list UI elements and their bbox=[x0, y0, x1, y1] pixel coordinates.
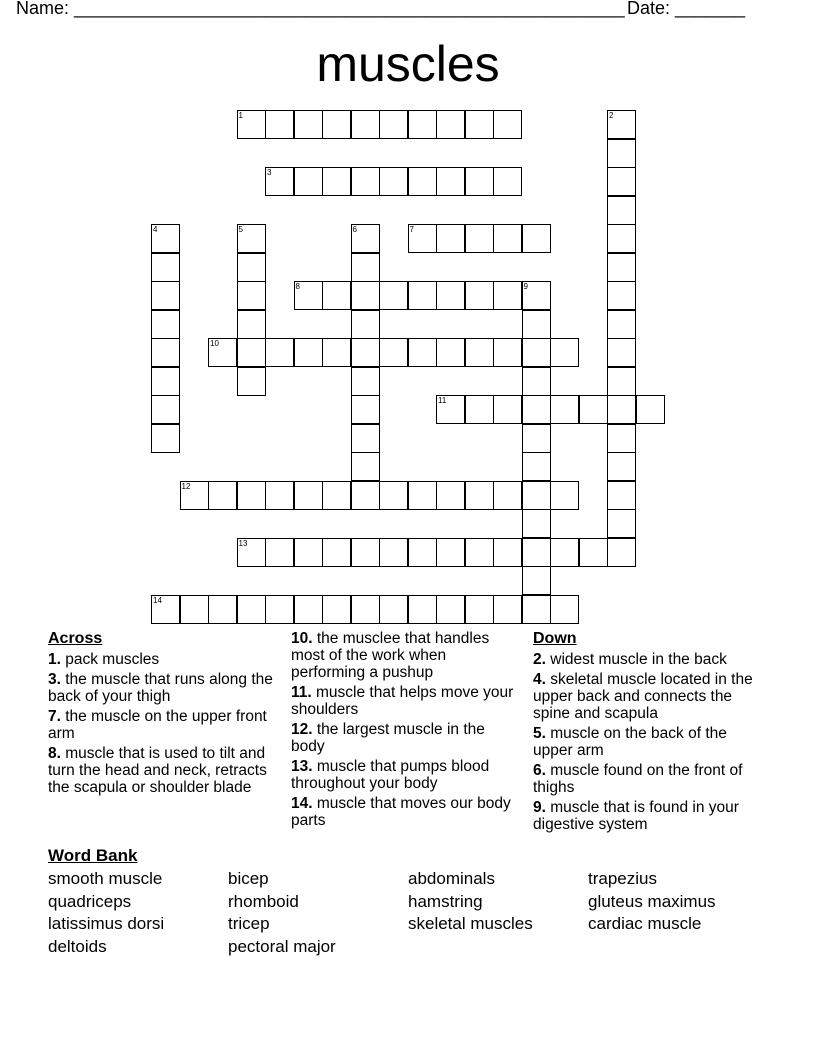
crossword-cell[interactable] bbox=[607, 509, 636, 538]
word-bank-item: rhomboid bbox=[228, 892, 299, 911]
crossword-cell[interactable] bbox=[493, 595, 522, 624]
across-heading: Across bbox=[48, 630, 103, 647]
clue-across-14: 14. muscle that moves our body parts bbox=[291, 795, 511, 829]
clue-down-2: 2. widest muscle in the back bbox=[533, 651, 727, 668]
crossword-cell[interactable] bbox=[265, 538, 294, 567]
crossword-cell[interactable] bbox=[265, 110, 294, 139]
crossword-cell[interactable] bbox=[265, 481, 294, 510]
crossword-cell[interactable] bbox=[579, 538, 608, 567]
crossword-cell[interactable] bbox=[550, 595, 579, 624]
crossword-cell[interactable] bbox=[208, 595, 237, 624]
word-bank-item: bicep bbox=[228, 869, 269, 888]
crossword-cell[interactable] bbox=[351, 595, 380, 624]
crossword-cell[interactable] bbox=[351, 424, 380, 453]
clue-number: 14 bbox=[153, 595, 162, 605]
crossword-cell[interactable] bbox=[607, 395, 636, 424]
clue-across-10: 10. the musclee that handles most of the work when performing a pushup bbox=[291, 630, 490, 681]
clue-number: 5 bbox=[238, 225, 243, 234]
crossword-cell[interactable] bbox=[493, 167, 522, 196]
clue-number: 11 bbox=[438, 396, 447, 405]
crossword-cell[interactable] bbox=[294, 538, 323, 567]
crossword-cell[interactable] bbox=[151, 310, 180, 339]
crossword-cell[interactable] bbox=[522, 481, 551, 510]
crossword-cell[interactable] bbox=[465, 595, 494, 624]
crossword-cell[interactable] bbox=[151, 424, 180, 453]
crossword-cell[interactable] bbox=[351, 367, 380, 396]
clue-down-4: 4. skeletal muscle located in the upper back and connects the spine and scapula bbox=[533, 671, 753, 722]
crossword-cell[interactable] bbox=[379, 338, 408, 367]
crossword-cell[interactable] bbox=[607, 310, 636, 339]
crossword-cell[interactable] bbox=[522, 224, 551, 253]
crossword-cell[interactable] bbox=[151, 224, 180, 253]
crossword-cell[interactable] bbox=[180, 481, 209, 510]
down-clues bbox=[533, 630, 758, 836]
word-bank-heading: Word Bank bbox=[48, 846, 138, 865]
crossword-cell[interactable] bbox=[436, 395, 465, 424]
word-bank-item: abdominals bbox=[408, 869, 495, 888]
crossword-cell[interactable] bbox=[208, 338, 237, 367]
clue-number: 8 bbox=[295, 282, 300, 291]
clue-number: 2 bbox=[609, 111, 614, 120]
crossword-cell[interactable] bbox=[265, 167, 294, 196]
crossword-cell[interactable] bbox=[294, 481, 323, 510]
crossword-cell[interactable] bbox=[408, 481, 437, 510]
crossword-cell[interactable] bbox=[607, 281, 636, 310]
crossword-cell[interactable] bbox=[351, 310, 380, 339]
crossword-cell[interactable] bbox=[493, 224, 522, 253]
crossword-cell[interactable] bbox=[522, 509, 551, 538]
crossword-cell[interactable] bbox=[379, 538, 408, 567]
crossword-cell[interactable] bbox=[465, 110, 494, 139]
clue-across-1: 1. pack muscles bbox=[48, 651, 160, 668]
crossword-cell[interactable] bbox=[522, 424, 551, 453]
crossword-cell[interactable] bbox=[151, 253, 180, 282]
crossword-cell[interactable] bbox=[436, 538, 465, 567]
crossword-cell[interactable] bbox=[493, 110, 522, 139]
crossword-cell[interactable] bbox=[522, 566, 551, 595]
clue-across-3: 3. the muscle that runs along the back of your thigh bbox=[48, 671, 273, 705]
date-field-label: Date: _______ bbox=[627, 0, 746, 18]
crossword-cell[interactable] bbox=[151, 595, 180, 624]
word-bank-item: tricep bbox=[228, 914, 270, 933]
word-bank-item: quadriceps bbox=[48, 892, 132, 911]
word-bank-item: smooth muscle bbox=[48, 869, 163, 888]
crossword-cell[interactable] bbox=[322, 110, 351, 139]
crossword-cell[interactable] bbox=[522, 538, 551, 567]
crossword-cell[interactable] bbox=[351, 224, 380, 253]
crossword-cell[interactable] bbox=[237, 253, 266, 282]
crossword-cell[interactable] bbox=[379, 595, 408, 624]
crossword-cell[interactable] bbox=[607, 224, 636, 253]
crossword-cell[interactable] bbox=[465, 538, 494, 567]
crossword-cell[interactable] bbox=[294, 595, 323, 624]
crossword-cell[interactable] bbox=[436, 167, 465, 196]
crossword-cell[interactable] bbox=[237, 310, 266, 339]
crossword-cell[interactable] bbox=[522, 367, 551, 396]
crossword-cell[interactable] bbox=[351, 538, 380, 567]
name-field-label: Name: _______________________________________________________ bbox=[16, 0, 625, 18]
crossword-cell[interactable] bbox=[408, 338, 437, 367]
crossword-cell[interactable] bbox=[550, 395, 579, 424]
crossword-cell[interactable] bbox=[436, 110, 465, 139]
crossword-cell[interactable] bbox=[607, 538, 636, 567]
page-title: muscles bbox=[316, 36, 500, 92]
crossword-cell[interactable] bbox=[294, 167, 323, 196]
crossword-cell[interactable] bbox=[351, 167, 380, 196]
crossword-cell[interactable] bbox=[607, 338, 636, 367]
crossword-cell[interactable] bbox=[550, 338, 579, 367]
crossword-cell[interactable] bbox=[265, 338, 294, 367]
crossword-cell[interactable] bbox=[522, 281, 551, 310]
crossword-cell[interactable] bbox=[493, 481, 522, 510]
crossword-cell[interactable] bbox=[465, 338, 494, 367]
clue-across-13: 13. muscle that pumps blood throughout your body bbox=[291, 758, 490, 792]
crossword-cell[interactable] bbox=[636, 395, 665, 424]
clue-number: 6 bbox=[352, 225, 357, 234]
crossword-cell[interactable] bbox=[465, 281, 494, 310]
crossword-cell[interactable] bbox=[408, 538, 437, 567]
crossword-cell[interactable] bbox=[237, 224, 266, 253]
crossword-cell[interactable] bbox=[607, 452, 636, 481]
crossword-cell[interactable] bbox=[208, 481, 237, 510]
word-bank-item: pectoral major bbox=[228, 937, 336, 956]
crossword-cell[interactable] bbox=[237, 338, 266, 367]
crossword-cell[interactable] bbox=[579, 395, 608, 424]
clue-across-7: 7. the muscle on the upper front arm bbox=[48, 708, 267, 742]
crossword-cell[interactable] bbox=[607, 424, 636, 453]
clue-number: 10 bbox=[210, 339, 219, 348]
crossword-cell[interactable] bbox=[379, 110, 408, 139]
crossword-cell[interactable] bbox=[436, 224, 465, 253]
crossword-cell[interactable] bbox=[151, 281, 180, 310]
crossword-cell[interactable] bbox=[151, 367, 180, 396]
crossword-cell[interactable] bbox=[408, 110, 437, 139]
crossword-cell[interactable] bbox=[607, 110, 636, 139]
crossword-cell[interactable] bbox=[522, 395, 551, 424]
crossword-cell[interactable] bbox=[493, 395, 522, 424]
down-heading: Down bbox=[533, 630, 577, 647]
crossword-cell[interactable] bbox=[294, 338, 323, 367]
word-bank-item: trapezius bbox=[588, 869, 657, 888]
crossword-cell[interactable] bbox=[237, 281, 266, 310]
word-bank-item: gluteus maximus bbox=[588, 892, 716, 911]
crossword-cell[interactable] bbox=[294, 281, 323, 310]
crossword-cell[interactable] bbox=[351, 452, 380, 481]
crossword-cell[interactable] bbox=[408, 595, 437, 624]
crossword-cell[interactable] bbox=[322, 281, 351, 310]
clue-across-8: 8. muscle that is used to tilt and turn the head and neck, retracts the scapula or shoulder blade bbox=[48, 745, 267, 796]
crossword-cell[interactable] bbox=[408, 167, 437, 196]
crossword-cell[interactable] bbox=[322, 481, 351, 510]
crossword-cell[interactable] bbox=[379, 481, 408, 510]
word-bank-item: deltoids bbox=[48, 937, 107, 956]
crossword-cell[interactable] bbox=[436, 281, 465, 310]
crossword-cell[interactable] bbox=[550, 538, 579, 567]
crossword-cell[interactable] bbox=[294, 110, 323, 139]
crossword-cell[interactable] bbox=[607, 253, 636, 282]
clue-number: 13 bbox=[238, 538, 248, 548]
clue-down-6: 6. muscle found on the front of thighs bbox=[533, 762, 743, 796]
crossword-cell[interactable] bbox=[436, 481, 465, 510]
crossword-cell[interactable] bbox=[465, 481, 494, 510]
clue-down-9: 9. muscle that is found in your digestive system bbox=[533, 799, 739, 833]
crossword-cell[interactable] bbox=[607, 139, 636, 168]
crossword-cell[interactable] bbox=[322, 338, 351, 367]
crossword-cell[interactable] bbox=[322, 595, 351, 624]
crossword-cell[interactable] bbox=[550, 481, 579, 510]
crossword-cell[interactable] bbox=[493, 281, 522, 310]
crossword-cell[interactable] bbox=[180, 595, 209, 624]
crossword-cell[interactable] bbox=[436, 338, 465, 367]
word-bank-item: latissimus dorsi bbox=[48, 914, 165, 933]
crossword-cell[interactable] bbox=[351, 338, 380, 367]
crossword-cell[interactable] bbox=[351, 253, 380, 282]
clue-number: 1 bbox=[238, 111, 243, 120]
crossword-cell[interactable] bbox=[522, 595, 551, 624]
clue-number: 4 bbox=[153, 225, 158, 234]
crossword-cell[interactable] bbox=[408, 281, 437, 310]
crossword-cell[interactable] bbox=[322, 538, 351, 567]
crossword-cell[interactable] bbox=[465, 224, 494, 253]
clue-number: 3 bbox=[267, 168, 272, 177]
clue-across-11: 11. muscle that helps move your shoulders bbox=[291, 684, 514, 718]
crossword-cell[interactable] bbox=[522, 310, 551, 339]
crossword-cell[interactable] bbox=[436, 595, 465, 624]
crossword-cell[interactable] bbox=[351, 281, 380, 310]
word-bank-item: hamstring bbox=[408, 892, 483, 911]
crossword-cell[interactable] bbox=[265, 595, 294, 624]
crossword-cell[interactable] bbox=[351, 395, 380, 424]
clue-across-12: 12. the largest muscle in the body bbox=[291, 721, 485, 755]
clue-number: 12 bbox=[181, 481, 191, 491]
crossword-cell[interactable] bbox=[465, 395, 494, 424]
crossword-cell[interactable] bbox=[237, 538, 266, 567]
crossword-cell[interactable] bbox=[607, 196, 636, 225]
crossword-cell[interactable] bbox=[379, 167, 408, 196]
crossword-cell[interactable] bbox=[493, 538, 522, 567]
crossword-cell[interactable] bbox=[322, 167, 351, 196]
crossword-cell[interactable] bbox=[607, 367, 636, 396]
clue-down-5: 5. muscle on the back of the upper arm bbox=[533, 725, 727, 759]
crossword-cell[interactable] bbox=[351, 110, 380, 139]
crossword-cell[interactable] bbox=[151, 395, 180, 424]
crossword-cell[interactable] bbox=[237, 367, 266, 396]
crossword-cell[interactable] bbox=[607, 481, 636, 510]
crossword-cell[interactable] bbox=[607, 167, 636, 196]
crossword-cell[interactable] bbox=[522, 452, 551, 481]
crossword-cell[interactable] bbox=[237, 110, 266, 139]
word-bank-item: cardiac muscle bbox=[588, 914, 702, 933]
crossword-cell[interactable] bbox=[379, 281, 408, 310]
crossword-cell[interactable] bbox=[237, 481, 266, 510]
crossword-cell[interactable] bbox=[237, 595, 266, 624]
across-clues bbox=[48, 630, 284, 799]
crossword-cell[interactable] bbox=[465, 167, 494, 196]
crossword-cell[interactable] bbox=[408, 224, 437, 253]
crossword-cell[interactable] bbox=[493, 338, 522, 367]
crossword-cell[interactable] bbox=[351, 481, 380, 510]
clue-number: 7 bbox=[409, 225, 414, 234]
crossword-cell[interactable] bbox=[151, 338, 180, 367]
word-bank-item: skeletal muscles bbox=[408, 914, 533, 933]
crossword-cell[interactable] bbox=[522, 338, 551, 367]
clue-number: 9 bbox=[523, 282, 528, 291]
across-clues-continued bbox=[291, 630, 516, 832]
